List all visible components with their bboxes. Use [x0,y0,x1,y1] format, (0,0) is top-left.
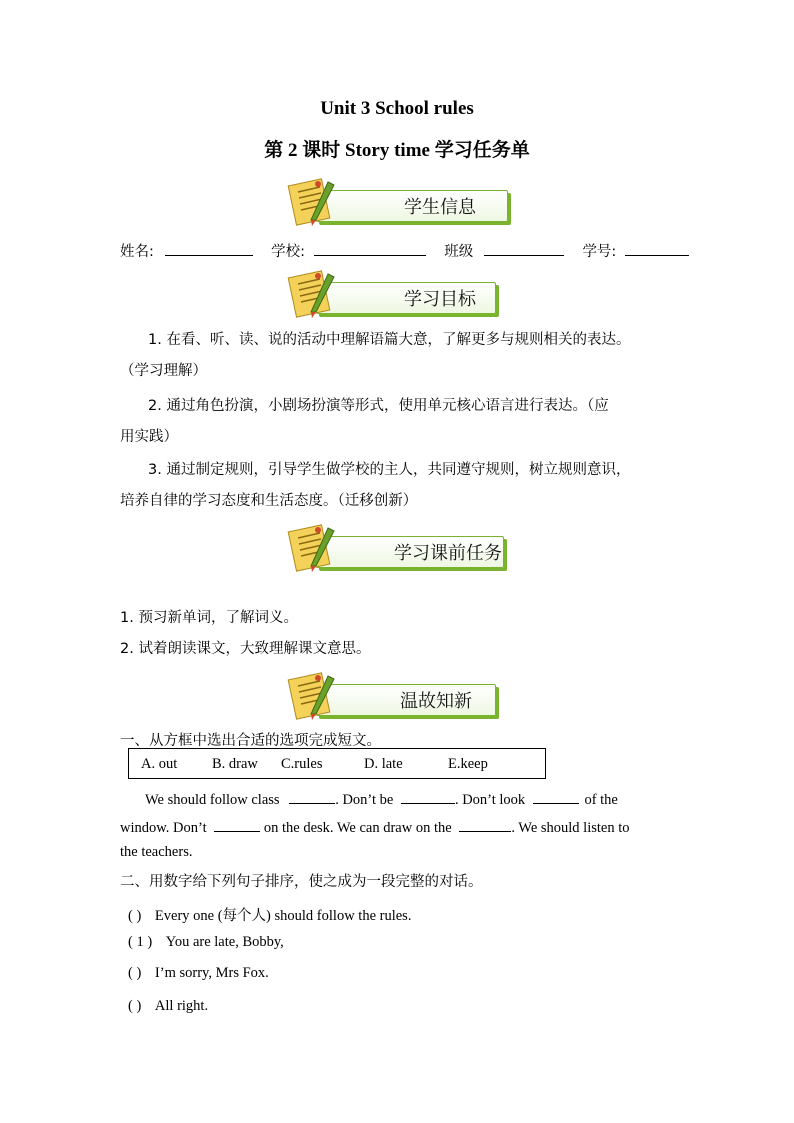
answer-blank[interactable] [289,789,335,804]
number-blank[interactable] [625,241,689,256]
goal-3-line-1: 3. 通过制定规则，引导学生做学校的主人，共同遵守规则，树立规则意识， [148,462,631,478]
banner-label: 学生信息 [404,197,476,218]
section-banner-goals [286,268,516,320]
passage-text: of the [584,792,618,808]
note-pencil-icon [286,176,342,228]
option-e: E.keep [448,756,488,772]
passage-text: window. Don’t [120,820,207,836]
passage-line-1 [145,789,618,809]
option-c: C.rules [281,756,323,772]
passage-text: . Don’t look [454,792,526,808]
passage-line-3: the teachers. [120,844,193,860]
order-text: All right. [154,998,209,1014]
answer-blank[interactable] [214,817,260,832]
answer-blank[interactable] [401,789,455,804]
order-item [128,934,284,951]
order-item [128,904,411,925]
answer-blank[interactable] [533,789,579,804]
banner-label: 学习目标 [404,289,476,310]
order-number[interactable]: ( ) [128,965,142,981]
note-pencil-icon [286,670,342,722]
option-d: D. late [364,756,403,772]
option-a: A. out [141,756,178,772]
number-label: 学号: [582,244,617,260]
goal-1-line-2: （学习理解） [120,363,207,379]
passage-text: . Don’t be [335,792,394,808]
order-number[interactable]: ( 1 ) [128,934,153,950]
banner-label: 温故知新 [400,691,472,712]
section-banner-review [286,670,516,722]
school-label: 学校: [271,244,305,260]
goal-2-line-1: 2. 通过角色扮演，小剧场扮演等形式，使用单元核心语言进行表达。（应 [148,398,609,414]
school-blank[interactable] [314,241,426,256]
pre-task-1: 1. 预习新单词，了解词义。 [120,610,298,626]
order-item [128,965,269,982]
order-number[interactable]: ( ) [128,998,142,1014]
order-text: You are late, Bobby, [165,934,284,950]
goal-3-line-2: 培养自律的学习态度和生活态度。（迁移创新） [120,493,418,509]
note-pencil-icon [286,268,342,320]
order-text: Every one (每个人) should follow the rules. [154,908,412,924]
answer-blank[interactable] [459,817,511,832]
passage-text: . We should listen to [511,820,630,836]
passage-text: We should follow class [145,792,280,808]
note-pencil-icon [286,522,342,574]
goal-2-line-2: 用实践） [120,429,178,445]
info-row [120,241,689,260]
passage-line-2 [120,817,630,837]
order-number[interactable]: ( ) [128,908,142,924]
order-text: I’m sorry, Mrs Fox. [154,965,269,981]
page-title: Unit 3 School rules [320,98,474,119]
name-label: 姓名: [120,244,154,260]
order-item [128,998,208,1015]
passage-text: on the desk. We can draw on the [263,820,452,836]
page-subtitle: 第 2 课时 Story time 学习任务单 [264,140,530,161]
exercise-1-heading: 一、从方框中选出合适的选项完成短文。 [120,733,381,749]
name-blank[interactable] [165,241,253,256]
section-banner-pre-tasks [286,522,526,574]
section-banner-student-info [286,176,516,228]
class-blank[interactable] [484,241,564,256]
option-b: B. draw [212,756,258,772]
banner-label: 学习课前任务 [394,543,502,564]
pre-task-2: 2. 试着朗读课文，大致理解课文意思。 [120,641,371,657]
class-label: 班级 [444,244,474,260]
exercise-2-heading: 二、用数字给下列句子排序，使之成为一段完整的对话。 [120,874,483,890]
goal-1-line-1: 1. 在看、听、读、说的活动中理解语篇大意，了解更多与规则相关的表达。 [148,332,631,348]
